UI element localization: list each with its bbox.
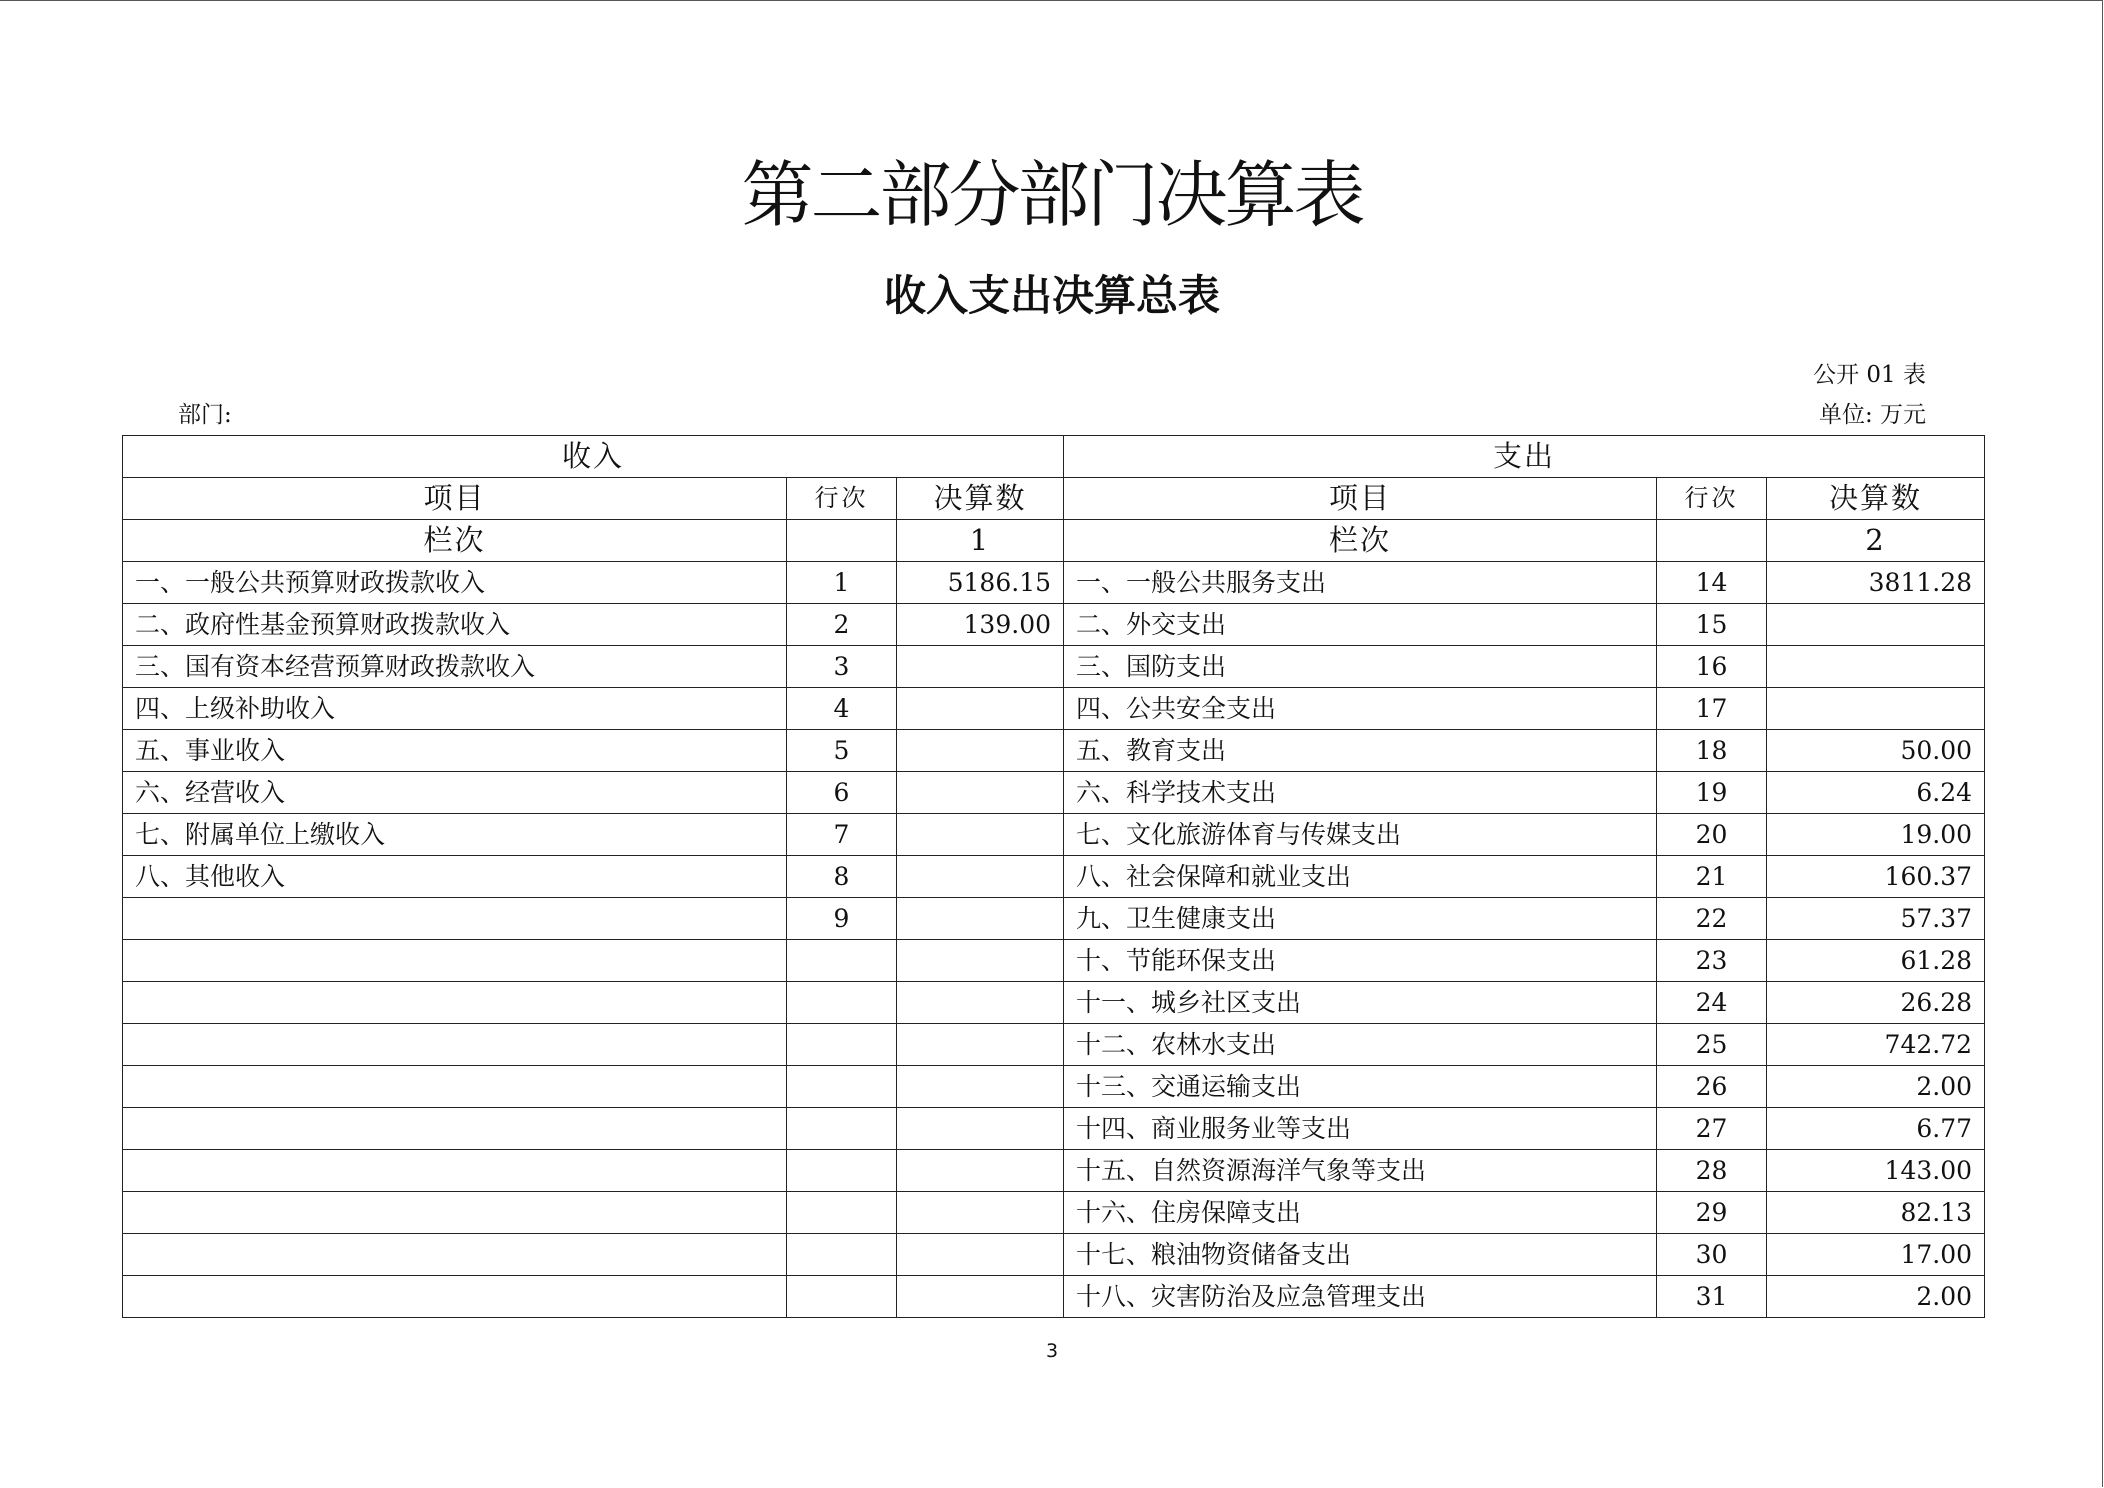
expense-amount-cell: 2.00	[1767, 1066, 1985, 1108]
income-item-cell	[123, 1234, 787, 1276]
expense-line-cell: 28	[1657, 1150, 1767, 1192]
expense-item-cell: 四、公共安全支出	[1064, 688, 1657, 730]
expense-line-header: 行次	[1657, 478, 1767, 520]
income-amount-cell	[897, 772, 1064, 814]
income-amount-cell	[897, 730, 1064, 772]
expense-line-cell: 31	[1657, 1276, 1767, 1318]
section-header-row	[123, 436, 1985, 478]
expense-line-cell: 17	[1657, 688, 1767, 730]
expense-amount-cell: 6.77	[1767, 1108, 1985, 1150]
expense-column-index-blank	[1657, 520, 1767, 562]
expense-line-cell: 26	[1657, 1066, 1767, 1108]
table-row	[123, 940, 1985, 982]
income-line-cell	[787, 940, 897, 982]
expense-item-cell: 一、一般公共服务支出	[1064, 562, 1657, 604]
table-row	[123, 646, 1985, 688]
income-item-cell	[123, 1108, 787, 1150]
expense-amount-header: 决算数	[1767, 478, 1985, 520]
expense-amount-cell	[1767, 604, 1985, 646]
income-line-cell	[787, 1276, 897, 1318]
income-item-cell: 一、一般公共预算财政拨款收入	[123, 562, 787, 604]
expense-item-cell: 十一、城乡社区支出	[1064, 982, 1657, 1024]
expense-amount-cell	[1767, 646, 1985, 688]
expense-amount-cell: 143.00	[1767, 1150, 1985, 1192]
column-header-row	[123, 478, 1985, 520]
expense-item-cell: 十三、交通运输支出	[1064, 1066, 1657, 1108]
expense-line-cell: 27	[1657, 1108, 1767, 1150]
table-row	[123, 814, 1985, 856]
income-amount-cell	[897, 1234, 1064, 1276]
table-row	[123, 730, 1985, 772]
income-line-cell	[787, 1024, 897, 1066]
income-item-cell: 六、经营收入	[123, 772, 787, 814]
expense-amount-cell: 82.13	[1767, 1192, 1985, 1234]
income-column-index-blank	[787, 520, 897, 562]
income-amount-cell: 139.00	[897, 604, 1064, 646]
table-row	[123, 1150, 1985, 1192]
expense-line-cell: 22	[1657, 898, 1767, 940]
expense-line-cell: 19	[1657, 772, 1767, 814]
column-index-row	[123, 520, 1985, 562]
income-line-cell: 9	[787, 898, 897, 940]
expense-line-cell: 25	[1657, 1024, 1767, 1066]
income-amount-cell	[897, 1150, 1064, 1192]
expense-item-cell: 三、国防支出	[1064, 646, 1657, 688]
income-item-cell	[123, 982, 787, 1024]
expense-line-cell: 18	[1657, 730, 1767, 772]
income-line-cell	[787, 1234, 897, 1276]
expense-column-index-label: 栏次	[1064, 520, 1657, 562]
table-row	[123, 1234, 1985, 1276]
income-line-cell: 5	[787, 730, 897, 772]
page-number: 3	[1045, 1340, 1059, 1362]
expense-line-cell: 15	[1657, 604, 1767, 646]
income-column-number: 1	[897, 520, 1064, 562]
expense-amount-cell: 26.28	[1767, 982, 1985, 1024]
income-item-cell: 三、国有资本经营预算财政拨款收入	[123, 646, 787, 688]
income-item-cell	[123, 1276, 787, 1318]
income-line-cell	[787, 1150, 897, 1192]
income-amount-header: 决算数	[897, 478, 1064, 520]
expense-amount-cell: 17.00	[1767, 1234, 1985, 1276]
income-amount-cell	[897, 940, 1064, 982]
income-amount-cell	[897, 814, 1064, 856]
income-amount-cell	[897, 856, 1064, 898]
income-amount-cell	[897, 646, 1064, 688]
income-amount-cell	[897, 898, 1064, 940]
expense-item-cell: 八、社会保障和就业支出	[1064, 856, 1657, 898]
income-amount-cell: 5186.15	[897, 562, 1064, 604]
expense-amount-cell: 19.00	[1767, 814, 1985, 856]
income-amount-cell	[897, 688, 1064, 730]
table-row	[123, 688, 1985, 730]
expense-item-cell: 十八、灾害防治及应急管理支出	[1064, 1276, 1657, 1318]
expense-line-cell: 29	[1657, 1192, 1767, 1234]
table-title: 收入支出决算总表	[883, 271, 1220, 320]
table-row	[123, 772, 1985, 814]
income-line-cell: 3	[787, 646, 897, 688]
income-column-index-label: 栏次	[123, 520, 787, 562]
form-number: 公开 01 表	[1813, 362, 1926, 388]
income-item-cell	[123, 1192, 787, 1234]
expense-item-cell: 十二、农林水支出	[1064, 1024, 1657, 1066]
expense-line-cell: 14	[1657, 562, 1767, 604]
income-line-cell: 6	[787, 772, 897, 814]
expense-line-cell: 16	[1657, 646, 1767, 688]
income-line-cell	[787, 1108, 897, 1150]
expense-line-cell: 23	[1657, 940, 1767, 982]
expense-item-cell: 十六、住房保障支出	[1064, 1192, 1657, 1234]
expense-item-header: 项目	[1064, 478, 1657, 520]
income-line-cell	[787, 1192, 897, 1234]
income-line-cell: 7	[787, 814, 897, 856]
income-amount-cell	[897, 982, 1064, 1024]
expense-amount-cell: 50.00	[1767, 730, 1985, 772]
income-amount-cell	[897, 1192, 1064, 1234]
income-line-cell: 2	[787, 604, 897, 646]
table-row	[123, 898, 1985, 940]
expense-amount-cell: 3811.28	[1767, 562, 1985, 604]
income-header: 收入	[123, 436, 1064, 478]
income-line-cell	[787, 1066, 897, 1108]
expense-amount-cell: 160.37	[1767, 856, 1985, 898]
income-item-cell: 八、其他收入	[123, 856, 787, 898]
expense-amount-cell: 2.00	[1767, 1276, 1985, 1318]
table-row	[123, 562, 1985, 604]
income-line-cell: 8	[787, 856, 897, 898]
table-row	[123, 982, 1985, 1024]
income-item-cell	[123, 1024, 787, 1066]
table-row	[123, 1108, 1985, 1150]
expense-item-cell: 二、外交支出	[1064, 604, 1657, 646]
table-row	[123, 604, 1985, 646]
expense-amount-cell	[1767, 688, 1985, 730]
unit-label: 单位: 万元	[1818, 402, 1926, 428]
expense-item-cell: 十四、商业服务业等支出	[1064, 1108, 1657, 1150]
income-item-cell: 二、政府性基金预算财政拨款收入	[123, 604, 787, 646]
table-row	[123, 1066, 1985, 1108]
expense-line-cell: 30	[1657, 1234, 1767, 1276]
table-row	[123, 1276, 1985, 1318]
income-item-cell	[123, 940, 787, 982]
income-line-cell: 4	[787, 688, 897, 730]
expense-line-cell: 20	[1657, 814, 1767, 856]
income-line-header: 行次	[787, 478, 897, 520]
income-item-cell: 五、事业收入	[123, 730, 787, 772]
expense-item-cell: 十七、粮油物资储备支出	[1064, 1234, 1657, 1276]
expense-item-cell: 五、教育支出	[1064, 730, 1657, 772]
expense-item-cell: 七、文化旅游体育与传媒支出	[1064, 814, 1657, 856]
table-row	[123, 1024, 1985, 1066]
income-amount-cell	[897, 1276, 1064, 1318]
table-row	[123, 1192, 1985, 1234]
page-title: 第二部分部门决算表	[741, 153, 1363, 237]
income-item-cell: 七、附属单位上缴收入	[123, 814, 787, 856]
income-line-cell	[787, 982, 897, 1024]
income-item-cell: 四、上级补助收入	[123, 688, 787, 730]
table-row	[123, 856, 1985, 898]
income-amount-cell	[897, 1066, 1064, 1108]
expense-line-cell: 21	[1657, 856, 1767, 898]
expense-amount-cell: 6.24	[1767, 772, 1985, 814]
expense-line-cell: 24	[1657, 982, 1767, 1024]
expense-item-cell: 六、科学技术支出	[1064, 772, 1657, 814]
income-item-cell	[123, 1150, 787, 1192]
expense-column-number: 2	[1767, 520, 1985, 562]
income-expense-table	[122, 435, 1985, 1318]
income-amount-cell	[897, 1108, 1064, 1150]
department-label: 部门:	[178, 402, 232, 428]
expense-amount-cell: 742.72	[1767, 1024, 1985, 1066]
expense-amount-cell: 61.28	[1767, 940, 1985, 982]
income-amount-cell	[897, 1024, 1064, 1066]
income-item-cell	[123, 1066, 787, 1108]
income-item-header: 项目	[123, 478, 787, 520]
income-line-cell: 1	[787, 562, 897, 604]
expense-item-cell: 十五、自然资源海洋气象等支出	[1064, 1150, 1657, 1192]
income-item-cell	[123, 898, 787, 940]
expense-item-cell: 九、卫生健康支出	[1064, 898, 1657, 940]
expense-amount-cell: 57.37	[1767, 898, 1985, 940]
expense-header: 支出	[1064, 436, 1985, 478]
expense-item-cell: 十、节能环保支出	[1064, 940, 1657, 982]
